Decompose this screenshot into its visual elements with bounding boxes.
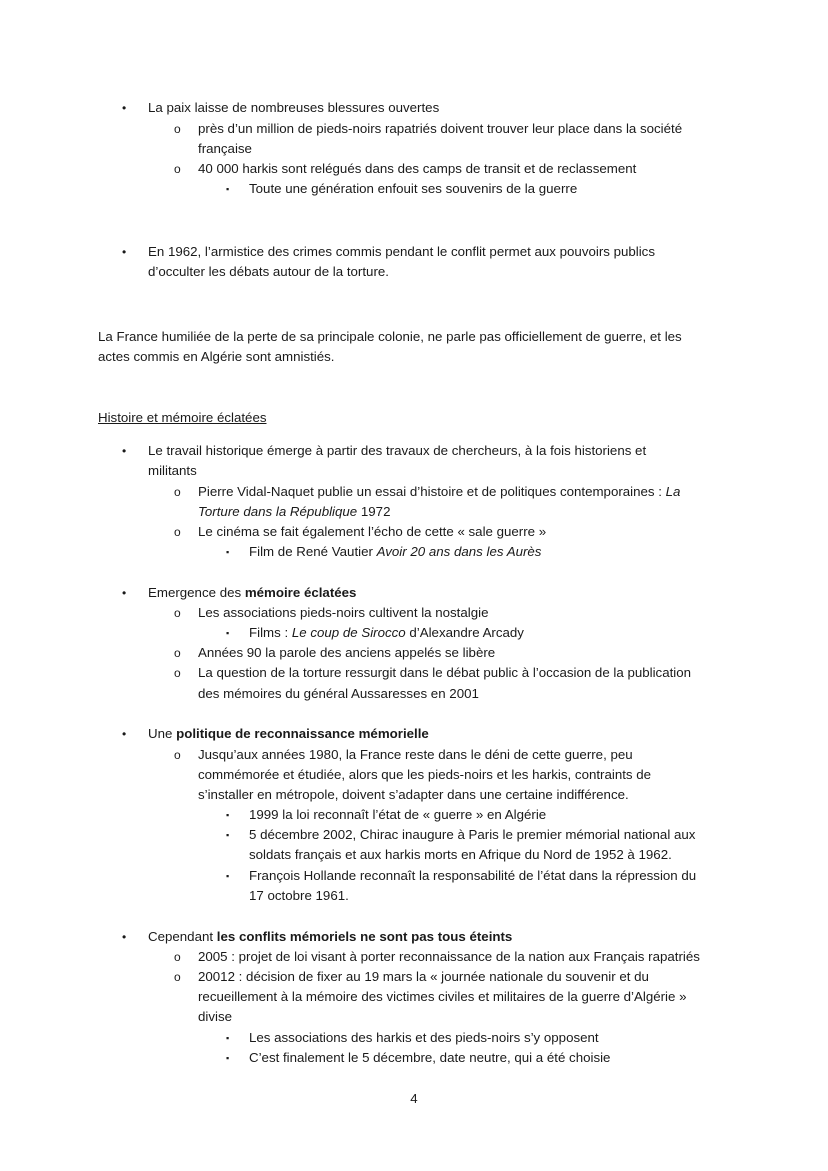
sub-bullet-text: divise [198,1009,232,1024]
square-bullet-marker: ▪ [226,871,230,881]
bullet-text: d’occulter les débats autour de la torture. [148,264,389,279]
square-bullet-text: 5 décembre 2002, Chirac inaugure à Paris le premier mémorial national aux [249,827,696,842]
paragraph-line: actes commis en Algérie sont amnistiés. [98,349,335,364]
square-bullet-marker: ▪ [226,547,230,557]
bullet-text: Emergence des mémoire éclatées [148,585,357,600]
sub-bullet-marker: o [174,485,181,499]
sub-bullet-text: des mémoires du général Aussaresses en 2001 [198,686,479,701]
square-bullet-text: François Hollande reconnaît la responsabilité de l’état dans la répression du [249,868,697,883]
sub-bullet-text: 2005 : projet de loi visant à porter reconnaissance de la nation aux Français rapatriés [198,949,700,964]
film-title: Le coup de Sirocco [291,625,406,640]
bullet-text: En 1962, l’armistice des crimes commis pendant le conflit permet aux pouvoirs publics [148,244,655,259]
sub-bullet-marker: o [174,666,181,680]
sub-bullet-text: commémorée et étudiée, alors que les pieds-noirs et les harkis, contraints de [198,767,652,782]
square-bullet-text: soldats français et aux harkis morts en Afrique du Nord de 1952 à 1962. [249,847,672,862]
bold-phrase: mémoire éclatées [244,585,357,600]
sub-bullet-text: Les associations pieds-noirs cultivent la nostalgie [198,605,489,620]
sub-bullet-marker: o [174,970,181,984]
bullet-text: militants [148,463,197,478]
bullet-marker: • [122,444,127,458]
sub-bullet-text: française [198,141,252,156]
book-title-part: Torture dans la République [198,504,358,519]
bullet-marker: • [122,245,127,259]
bullet-marker: • [122,586,127,600]
sub-bullet-text: Jusqu’aux années 1980, la France reste dans le déni de cette guerre, peu [198,747,633,762]
sub-bullet-marker: o [174,525,181,539]
sub-bullet-text: Années 90 la parole des anciens appelés se libère [198,645,496,660]
bullet-text: Cependant les conflits mémoriels ne sont pas tous éteints [148,929,513,944]
square-bullet-text: C’est finalement le 5 décembre, date neutre, qui a été choisie [249,1050,611,1065]
section-title: Histoire et mémoire éclatées [98,410,267,425]
sub-bullet-text: près d’un million de pieds-noirs rapatriés doivent trouver leur place dans la société [198,121,683,136]
sub-bullet-marker: o [174,122,181,136]
square-bullet-marker: ▪ [226,1053,230,1063]
film-title: Avoir 20 ans dans les Aurès [376,544,542,559]
book-title-part: La [665,484,681,499]
square-bullet-marker: ▪ [226,1033,230,1043]
square-bullet-marker: ▪ [226,810,230,820]
sub-bullet-marker: o [174,646,181,660]
bold-phrase: politique de reconnaissance mémorielle [176,726,429,741]
paragraph-line: La France humiliée de la perte de sa principale colonie, ne parle pas officiellement de guerre, et les [98,329,682,344]
sub-bullet-marker: o [174,950,181,964]
bullet-marker: • [122,930,127,944]
square-bullet-text: Film de René Vautier Avoir 20 ans dans les Aurès [249,544,542,559]
square-bullet-marker: ▪ [226,184,230,194]
sub-bullet-marker: o [174,162,181,176]
bullet-marker: • [122,727,127,741]
sub-bullet-text: Le cinéma se fait également l’écho de cette « sale guerre » [198,524,547,539]
sub-bullet-text: Pierre Vidal-Naquet publie un essai d’histoire et de politiques contemporaines : La [198,484,681,499]
sub-bullet-marker: o [174,748,181,762]
square-bullet-marker: ▪ [226,830,230,840]
sub-bullet-text: 20012 : décision de fixer au 19 mars la « journée nationale du souvenir et du [198,969,649,984]
sub-bullet-marker: o [174,606,181,620]
square-bullet-marker: ▪ [226,628,230,638]
page-number: 4 [410,1091,418,1106]
bullet-text: Le travail historique émerge à partir des travaux de chercheurs, à la fois historiens et [148,443,647,458]
bullet-text: Une politique de reconnaissance mémorielle [148,726,429,741]
sub-bullet-text: s’installer en métropole, doivent s’adapter dans une certaine indifférence. [198,787,629,802]
bullet-marker: • [122,101,127,115]
sub-bullet-text: Torture dans la République 1972 [198,504,391,519]
sub-bullet-text: recueillement à la mémoire des victimes civiles et militaires de la guerre d’Algérie » [198,989,687,1004]
square-bullet-text: 17 octobre 1961. [249,888,349,903]
bold-phrase: les conflits mémoriels ne sont pas tous éteints [216,929,513,944]
square-bullet-text: 1999 la loi reconnaît l’état de « guerre » en Algérie [249,807,547,822]
sub-bullet-text: La question de la torture ressurgit dans le débat public à l’occasion de la publication [198,665,692,680]
square-bullet-text: Toute une génération enfouit ses souvenirs de la guerre [249,181,578,196]
sub-bullet-text: 40 000 harkis sont relégués dans des camps de transit et de reclassement [198,161,637,176]
square-bullet-text: Films : Le coup de Sirocco d’Alexandre Arcady [249,625,524,640]
square-bullet-text: Les associations des harkis et des pieds-noirs s’y opposent [249,1030,599,1045]
bullet-text: La paix laisse de nombreuses blessures ouvertes [148,100,440,115]
